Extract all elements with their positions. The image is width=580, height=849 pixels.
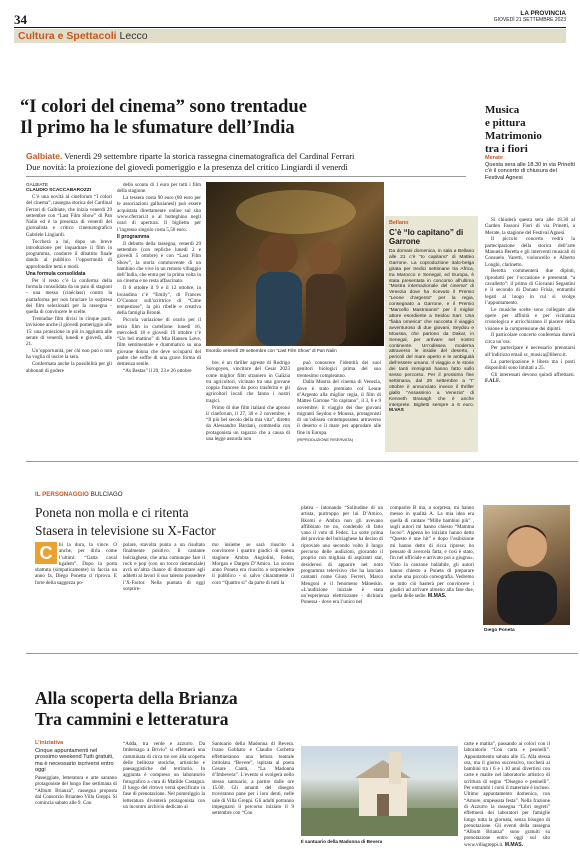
right-column (485, 217, 575, 457)
personaggio-column-3: mo insieme se sarà riuscito a convincere i quattro giudici di questa stagione Ambra Angiolini, Fedez, Morgan e Dargen D’Amico. Lo scorso anno Poneta era riuscito a sorprendere il pubblico - si salvo chiaramente il coro “Quattro sì” da parte di tutti la (212, 542, 294, 586)
personaggio-headline: Poneta non molla e ci ritenta Stasera in televisione su X-Factor (35, 505, 216, 538)
brianza-kicker: L’iniziativa (35, 740, 64, 746)
paragraph: C’è una novità al cineforum “I colori del cinema”, rassegna storica del Cardinal Ferrari di Galbiate, che inizia venerdì 29 settembre con “Last Film Show” di Pan Nalin ed è la presenza di venerdì del giornalista e critico cinematografico Gabriele Lingiardi. (26, 194, 112, 238)
kicker-label: IL PERSONAGGIO (35, 491, 89, 498)
drop-cap: C (35, 542, 57, 564)
film-still-caption: Esordio venerdì 29 settembre con “Last Film Show” di Pan Nalin (206, 348, 337, 353)
sanctuary-illustration (301, 746, 458, 836)
copyright-note: (RIPRODUZIONE RISERVATA) (297, 437, 354, 443)
bellano-body: Da domani domenica, in sala a Bellano alle 21 c’è “Io capitano” di Matteo Garrone. La coproduzione italo-belga girata per tredici settimane tra Africa, tra Marocco e Senegal, ed Europa, è stata presentata in concorso all’ultima “Mostra internazionale del cinema” di Venezia dove ha ricevuto il Premio “Leone d’argento” per la regia, consegnato a Garrone, e il Premio “Marcello Mastroianni” per il miglior attore esordiente a Seidou Sarr. Una “fiaba omerica” che racconta il viaggio avventuroso di due giovani, Seydou e Moussa, che partono da Dakar, in Senegal, per arrivare nel nostro continente. Un’odissea moderna attraverso le insidie del deserto, i pericoli del mare aperto e le ambiguità dell’essere umano. Il viaggio e le storie dei tanti immigrati hanno fatto sullo sesso percorso. Per il prossimo fine settimana, dal 29 settembre a “I” ottobre è annunciato invece il thriller giallo “Assassinio a Venezia” di Kenneth Branagh che è anche interprete. Biglietti sempre a 6 euro. M.VAS (389, 249, 474, 414)
sanctuary-photo (301, 746, 458, 836)
section-rule (26, 653, 578, 654)
paragraph: Confermata anche la possibilità per gli abbonati di godere (26, 361, 112, 374)
byline-author: CLAUDIO SCACCABAROZZI (26, 187, 92, 193)
subheading: Una formula consolidata (26, 271, 86, 278)
paragraph: bre, è un thriller agreste di Rodrigo Sorogoyen, vincitore del Cesar 2023 come miglior film straniero in Galizia tra agricoltori, vicinato tra una giovane coppia francese da poco trasferita e gli agricoltori locali che fanno i nostri tragici. (206, 360, 290, 404)
right-place: Merate (485, 155, 504, 161)
paragraph: Il 6 ottobre il 9 e il 12 ottobre, in locandina c’è “Emily”, di Frances O’Connor sull’scrittrice di “Cime tempestose”, la più ribelle e creativa della famiglia Brontë. (117, 285, 201, 317)
paragraph: dello sconto di 1 euro per tutti i film della stagione. (117, 182, 201, 195)
film-still-illustration (206, 182, 384, 346)
main-headline-line-2: Il primo ha le sfumature dell’India (20, 118, 295, 138)
paragraph: Per partecipare è necessario prenotarsi all’indirizzo email sc_musica@libero.it. (485, 345, 575, 358)
bellano-sidebar (385, 216, 478, 452)
personaggio-column-4: platea - intonando “Solitudine di un artista, purtroppo per lui D’Amico, Rkomi e Ambra non gli avevano affibbiato tre no, condendo di fatto vano il voto di Fedez. La sorte prima del provino del bulciaghese ha deciso di riprovare uno secondo volto il lungo percorso delle audizioni, giocando il proprio con migliaia di aspiranti star, desiderosi di apparire nel noto programma televisivo che ha lanciato cantanti come Giusy Ferreri, Marco Mengoni e il fenomeno Måneskin. «L’audizione iniziale è stata un’esperienza elettrizzante - dichiara Ponessa - dove era l’unico nel (301, 505, 383, 606)
paragraph: Toccherà a lui, dopo un breve introduzione per inquadrare il film in programma, condurre il dibattito finale dando al pubblico l’opportunità di approfondire temi e modi. (26, 238, 112, 270)
page-number: 34 (14, 12, 27, 27)
bellano-kicker: Bellano (389, 220, 409, 226)
bellano-title: C’è “Io capitano” di Garrone (389, 228, 464, 246)
brianza-headline: Alla scoperta della Brianza Tra cammini e letteratura (35, 688, 238, 729)
brianza-column-2: “Adda, tra verde e azzurro. Da Imbersago a Brivio” si effettuerà una camminata di circa tre ore alla scoperta delle bellezze storiche, artistiche e paesaggistiche del territorio. In aggiunta è compreso un laboratorio fotografico a cura di Matilde Castagna. Il luogo del ritrovo verrà specificato in fase di prenotazione. Nel pomeriggio la letteratura diventerà protagonista con un incontro archivio dedicato al (123, 741, 205, 810)
section-place: Lecco (119, 30, 148, 42)
brianza-column-4: carte e matita”, passando ai colori con il laboratorio “Con carta e pennelli”. Appuntamento sabato alle 15. Alla stessa ora, ma il giorno successivo, toccherà ai bambini tra i 6 e i 10 anni divertirsi con carte e matite nel laboratorio artistico di scrittura di segno “Disegno e pennelli”. Per entrambi i corsi il materiale è incluso. Ultimo appuntamento domenica, con “Amore, smpeseata festa”. Nella frazione di Azzurro la rassegna “Libri segreti” effettuerà dei laboratori per famiglie lungo tutta la giornata, senza bisogno di prenotazione. Gli eventi della rassegna “Album Brianza” sono gratuiti su prenotazione entro oggi sul sito www.villagreppi.it. M.MAS. (464, 741, 550, 847)
personaggio-column-2: polare, stavolta punta a un risultato finalmente positivo. Il cantante bulciaghese, che ama comunque fare il rock e pop (con un tocco demenziale) avrà un’altra chance di dimostrare agli addetti ai lavori il suo talento possedere l’X-Factor. Nella puntata di oggi sceprire- (123, 542, 205, 593)
personaggio-credit: M.MAS. (427, 593, 447, 600)
paragraph: Piccola variazione di orario per il terzo film in cartellone: lunedì 16, mercoledì 18 e giovedì 19 ottobre c’è “Un bel mattino” di Mia Hansen Løve, film sentimentale e drammatico su una giovane donna che deve occuparsi del padre che soffre di una grave forma di demenza senile. (117, 317, 201, 368)
deck-line-2: Due novità: la proiezione del giovedì pomeriggio e la presenza del critico Lingiardi il venerdì (26, 161, 348, 172)
brianza-credit: M.MAS. (504, 841, 524, 847)
paragraph: Dalla Mostra del cinema di Venezia, dove è stato premiato col Leone d’Argento alla miglior regia, il film di Matteo Garrone “Io capitano”, il 3, 6 e 9 novembre: il viaggio dei due giovani migranti Seydou e Moussa, protagonisti di un’odissea contemporanea attraverso il deserto e il mare per approdare alle fine in Europa. (297, 379, 381, 436)
deck-place: Galbiate. (26, 151, 63, 161)
paragraph: Per il resto c’è la conferma della formula consolidata da un paio di stagioni - una messa (cinéclass) contro la piattaforma per non bruciare la sorpresa dei film selezionati per la rassegna - quella di convincere le scelte. (26, 277, 112, 316)
paragraph: Le musiche scelte sono collegate alle opere per affinità e per vicinanza cronologica e arricchiranno il piacere della visione e la comprensione dei dipinti. (485, 306, 575, 332)
section-banner (14, 29, 566, 43)
portrait-photo (483, 505, 570, 625)
paragraph: La tessera costa 90 euro (80 euro per le associazioni gallusianesi) può essere acquistata direttamente online sul sito www.cferrari.it o al botteghino negli orari di apertura. Il biglietto per l’ingresso singolo costa 5,50 euro. (117, 195, 201, 233)
paragraph: Si chiuderà questa sera alle 18.30 al Garden Fassoni Fiori di via Prinetti, a Merate, la stagione del Festival Agnesi. (485, 217, 575, 236)
paragraph: Un’opportunità, per chi non può o non ha voglia di uscire la sera. (26, 348, 112, 361)
header-rule (14, 27, 566, 28)
personaggio-column-1: C hi la dura, la vince. O anche, per dirla come l’ultimi: “Gatta caval kgalem”. Dopo la porta sbattuta (simpaticamente) in faccia un anno fa, Diego Ponetta ci riprova. E forte della saggezza po- (35, 542, 117, 586)
main-column-4 (297, 360, 381, 448)
byline-place: GALBIATE (26, 182, 49, 187)
paragraph: “As Bestas” il 20, 23 e 26 ottobre (123, 368, 192, 375)
main-column-3 (206, 360, 290, 448)
main-headline (20, 97, 475, 139)
paragraph: La partecipazione è libera ma i posti disponibili sono limitati a 25. (485, 358, 575, 371)
bellano-credit: M.VAS (389, 408, 404, 414)
kicker-place: BULCIAGO (90, 491, 123, 498)
brand-name: LA PROVINCIA (520, 10, 566, 17)
main-column-2 (117, 182, 201, 438)
byline (26, 182, 112, 193)
masthead (494, 10, 566, 24)
brianza-column-1: Passeggiate, letteratura e arte saranno protagoniste del lungo fine settimana di “Album Brianza”, rassegna proposta dal Consorzio Brianteo Villa Greppi. Si comincia sabato alle 9. Con (35, 775, 117, 807)
personaggio-column-5: comparire B ma, a sorpresa, mi hanno messo in qualità A. La mia idea era quella di cantare “Mille bambini più” , sugli autori mi hanno chiesto “Mamma Iocoo”. Appena ho iniziato hanno detto “Questo è une hit” e dopo l’esibizione mi hanno detto di ricca riprese; ho pensato di avercela fatta, e così è stato, fin nel ufficiale e arrivato poi a giugno». Visto la canzone ballabile, gli autori hanno chiesto a Poneta di preparare anche una piccola coreografia. Vedremo se tutto ciò basterà per convincere i giudici ad arrivare almeno alla fase due, quella delle sedie. M.MAS. (390, 505, 474, 600)
personaggio-kicker (35, 491, 123, 498)
subheading: Il programma (117, 233, 150, 240)
film-still-photo (206, 182, 384, 346)
main-deck (26, 151, 481, 172)
right-headline: Musica e pittura Matrimonio tra i fiori (485, 104, 542, 155)
right-credit: F.ALF. (485, 377, 500, 384)
section-rule (26, 461, 578, 462)
paragraph: Il particolare concerto conferenza durerà circa un’ora. (485, 332, 575, 345)
issue-date: GIOVEDÌ 21 SETTEMBRE 2023 (493, 17, 566, 23)
section-title: Cultura e Spettacoli (18, 30, 117, 42)
deck-text: Venerdì 29 settembre riparte la storica rassegna cinematografica del Cardinal Ferrari (62, 151, 355, 161)
right-intro: Questa sera alle 18.30 in via Prinetti c’è il concerto di chiusura del Festival Agnesi (485, 162, 575, 181)
portrait-caption: Diego Poneta (484, 628, 515, 633)
paragraph: Gli interessati devono quindi affrettarsi. F.ALF. (485, 371, 575, 384)
paragraph: Primo di due film italiani che aprono il cineforum, il 27, 30 e 2 novembre, è “Il più bel secolo della mia vita”, diretto da Alessandro Bardani, commedia con protagonista un ragazzo che a causa di una legge assurda non (206, 404, 290, 443)
brianza-column-3: Santuario della Madonna di Bevera. Ivano Gobbato e Claudio Corbetta effettueranno una lettura teatrale intitolata “Bevere”, ispirata al poeta Cesare Cantù, “La Madonna d’Imbevera”. L’evento si svolgerà nello stesso santuario, a partire dalle ore 15.00. Gli amanti del disegno troveranno pane per i loro denti, nelle sale di Villa Greppi. Gli adulti potranno impegnarsi il percorso iniziato il 9 settembre con “Con (212, 741, 294, 817)
brianza-intro: Cinque appuntamenti nel prossimo weekend Tutti gratuiti, ma è necessario iscriversi entro oggi (35, 748, 114, 774)
sanctuary-caption: Il santuario della Madonna di Bevera (301, 839, 383, 844)
paragraph: Trentadue film divisi in cinque parti, invisione anche il giovedì pomeriggio alle 15: una proiezione in più in aggiunta alle serate di venerdì, lunedì e giovedì, alle 21. (26, 316, 112, 348)
main-headline-line-1: “I colori del cinema” sono trentadue (20, 97, 307, 117)
paragraph: Il debutto della rassegna, venerdì 29 settembre (con repliche lunedì 2 e giovedì 5 ottobre) è con “Last Film Show”, la storia commovente di un bambino che vive in un remoto villaggio dell’India, che entra per la prima volta in un cinema e ne resta affascinato. (117, 240, 201, 285)
paragraph: Beretta commenterà due dipinti, riprodotti per l’occasione e presentati “a cavalletto”: il primo di Giovanni Segantini e il secondo di Donato Frisia, entrambi legati al luogo in cui si svolge l’appuntamento. (485, 268, 575, 306)
portrait-illustration (483, 505, 570, 625)
deck-rule (26, 176, 466, 177)
paragraph: Il piccolo concerto vedrà la partecipazione della storica dell’arte Manuela Beretta e gli interventi musicali di Consuelo Varetti, violoncello e Alberto Longhi, clarinetto. (485, 236, 575, 268)
main-column-1 (26, 194, 112, 438)
paragraph: può conoscere l’identità dei suoi genitori biologici prima del suo trentesimo compleanno. (297, 360, 381, 379)
